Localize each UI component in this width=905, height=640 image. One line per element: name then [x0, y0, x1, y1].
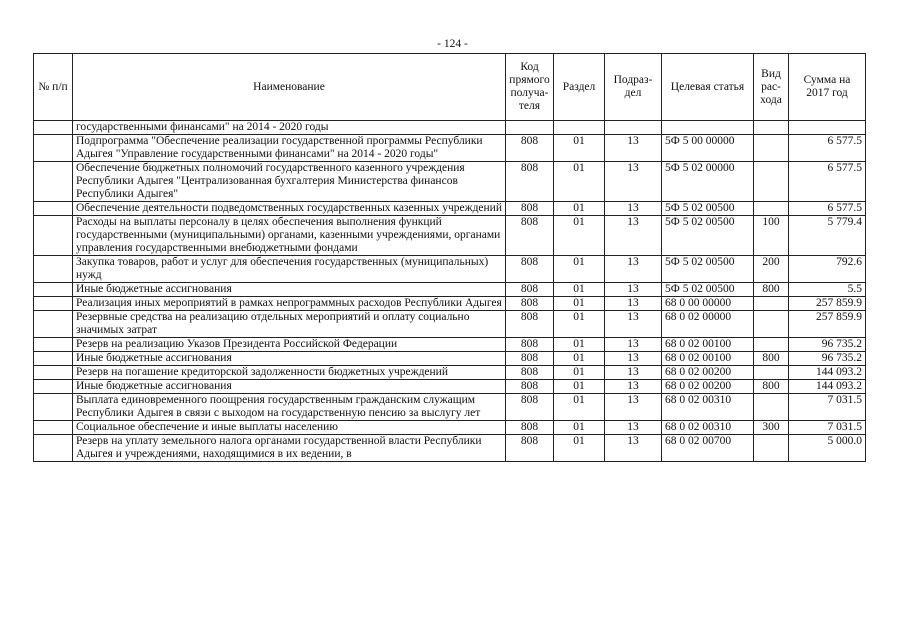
cell-sum: 144 093.2: [789, 380, 866, 394]
cell-code: 808: [506, 435, 554, 462]
table-row: [34, 202, 866, 216]
cell-subsection: 13: [605, 380, 662, 394]
cell-vid: 800: [754, 380, 789, 394]
cell-section: 01: [554, 435, 605, 462]
continuation-row: [34, 121, 866, 135]
cell-num: [34, 352, 73, 366]
table-row: [34, 394, 866, 421]
continuation-text: государственными финансами" на 2014 - 2020 годы: [73, 121, 506, 135]
cell-vid: [754, 121, 789, 135]
table-row: [34, 135, 866, 162]
column-header-vid: Вид рас-хода: [754, 54, 789, 121]
table-row: [34, 216, 866, 256]
table-row: [34, 435, 866, 462]
cell-sum: 5 779.4: [789, 216, 866, 256]
cell-name: Подпрограмма "Обеспечение реализации государственной программы Республики Адыгея "Управление государственными финансами" на 2014 - 2020 годы": [73, 135, 506, 162]
cell-sum: 257 859.9: [789, 297, 866, 311]
cell-name: Иные бюджетные ассигнования: [73, 283, 506, 297]
cell-target: 5Ф 5 02 00500: [662, 283, 754, 297]
cell-sum: 5.5: [789, 283, 866, 297]
cell-code: 808: [506, 338, 554, 352]
cell-code: 808: [506, 216, 554, 256]
cell-target: 5Ф 5 02 00500: [662, 256, 754, 283]
table-row: [34, 283, 866, 297]
cell-vid: [754, 311, 789, 338]
cell-subsection: [605, 121, 662, 135]
cell-subsection: 13: [605, 311, 662, 338]
cell-section: [554, 121, 605, 135]
cell-code: [506, 121, 554, 135]
cell-section: 01: [554, 338, 605, 352]
cell-name: Резерв на реализацию Указов Президента Российской Федерации: [73, 338, 506, 352]
cell-sum: 6 577.5: [789, 202, 866, 216]
cell-num: [34, 311, 73, 338]
cell-sum: 7 031.5: [789, 394, 866, 421]
cell-code: 808: [506, 135, 554, 162]
cell-vid: [754, 202, 789, 216]
cell-num: [34, 380, 73, 394]
table-row: [34, 421, 866, 435]
cell-section: 01: [554, 352, 605, 366]
table-row: [34, 311, 866, 338]
cell-subsection: 13: [605, 338, 662, 352]
table-row: [34, 297, 866, 311]
cell-name: Обеспечение бюджетных полномочий государственного казенного учреждения Республики Адыгея "Централизованная бухгалтерия Министерства финансов Республики Адыгея": [73, 162, 506, 202]
cell-section: 01: [554, 421, 605, 435]
cell-subsection: 13: [605, 256, 662, 283]
cell-num: [34, 283, 73, 297]
table-row: [34, 338, 866, 352]
cell-num: [34, 435, 73, 462]
cell-subsection: 13: [605, 135, 662, 162]
column-header-sum: Сумма на 2017 год: [789, 54, 866, 121]
cell-code: 808: [506, 421, 554, 435]
cell-sum: [789, 121, 866, 135]
cell-name: Расходы на выплаты персоналу в целях обеспечения выполнения функций государственными (муниципальными) органами, казенными учреждениями, органами управления государственными внебюджетными фондами: [73, 216, 506, 256]
page-number: - 124 -: [437, 38, 468, 50]
cell-subsection: 13: [605, 421, 662, 435]
cell-sum: 6 577.5: [789, 162, 866, 202]
cell-num: [34, 297, 73, 311]
cell-subsection: 13: [605, 352, 662, 366]
cell-vid: 800: [754, 352, 789, 366]
cell-vid: [754, 297, 789, 311]
cell-name: Закупка товаров, работ и услуг для обеспечения государственных (муниципальных) нужд: [73, 256, 506, 283]
column-header-num: № п/п: [34, 54, 73, 121]
cell-sum: 7 031.5: [789, 421, 866, 435]
cell-target: 68 0 00 00000: [662, 297, 754, 311]
cell-subsection: 13: [605, 162, 662, 202]
cell-name: Выплата единовременного поощрения государственным гражданским служащим Республики Адыгея в связи с выходом на государственную пенсию за выслугу лет: [73, 394, 506, 421]
cell-name: Иные бюджетные ассигнования: [73, 380, 506, 394]
cell-sum: 257 859.9: [789, 311, 866, 338]
cell-section: 01: [554, 162, 605, 202]
table-row: [34, 256, 866, 283]
cell-target: 68 0 02 00700: [662, 435, 754, 462]
table-header-row: [34, 54, 866, 121]
cell-code: 808: [506, 256, 554, 283]
cell-code: 808: [506, 297, 554, 311]
cell-vid: [754, 135, 789, 162]
cell-vid: 300: [754, 421, 789, 435]
cell-vid: [754, 338, 789, 352]
cell-section: 01: [554, 380, 605, 394]
cell-num: [34, 202, 73, 216]
cell-sum: 6 577.5: [789, 135, 866, 162]
cell-section: 01: [554, 216, 605, 256]
cell-target: 68 0 02 00100: [662, 352, 754, 366]
cell-sum: 144 093.2: [789, 366, 866, 380]
column-header-code: Код прямого получа-теля: [506, 54, 554, 121]
cell-name: Резерв на уплату земельного налога органами государственной власти Республики Адыгея и учреждениями, находящимися в их ведении, в: [73, 435, 506, 462]
cell-code: 808: [506, 352, 554, 366]
cell-name: Иные бюджетные ассигнования: [73, 352, 506, 366]
column-header-target: Целевая статья: [662, 54, 754, 121]
cell-vid: 800: [754, 283, 789, 297]
cell-code: 808: [506, 162, 554, 202]
cell-name: Обеспечение деятельности подведомственных государственных казенных учреждений: [73, 202, 506, 216]
cell-section: 01: [554, 283, 605, 297]
cell-target: 68 0 02 00200: [662, 366, 754, 380]
cell-section: 01: [554, 135, 605, 162]
cell-target: 68 0 02 00310: [662, 394, 754, 421]
cell-target: 68 0 02 00000: [662, 311, 754, 338]
cell-num: [34, 366, 73, 380]
cell-subsection: 13: [605, 297, 662, 311]
cell-target: 5Ф 5 00 00000: [662, 135, 754, 162]
cell-sum: 5 000.0: [789, 435, 866, 462]
cell-code: 808: [506, 311, 554, 338]
cell-target: 68 0 02 00310: [662, 421, 754, 435]
table-row: [34, 380, 866, 394]
cell-name: Резерв на погашение кредиторской задолженности бюджетных учреждений: [73, 366, 506, 380]
cell-num: [34, 394, 73, 421]
cell-sum: 792.6: [789, 256, 866, 283]
cell-section: 01: [554, 256, 605, 283]
cell-num: [34, 338, 73, 352]
cell-sum: 96 735.2: [789, 352, 866, 366]
cell-target: 68 0 02 00100: [662, 338, 754, 352]
cell-target: 68 0 02 00200: [662, 380, 754, 394]
cell-subsection: 13: [605, 394, 662, 421]
cell-vid: 200: [754, 256, 789, 283]
cell-num: [34, 256, 73, 283]
cell-vid: [754, 366, 789, 380]
cell-code: 808: [506, 394, 554, 421]
cell-subsection: 13: [605, 366, 662, 380]
cell-num: [34, 121, 73, 135]
cell-target: [662, 121, 754, 135]
budget-table: [33, 53, 866, 462]
cell-subsection: 13: [605, 435, 662, 462]
cell-num: [34, 135, 73, 162]
cell-vid: [754, 394, 789, 421]
cell-code: 808: [506, 202, 554, 216]
cell-code: 808: [506, 283, 554, 297]
cell-num: [34, 421, 73, 435]
cell-section: 01: [554, 394, 605, 421]
cell-subsection: 13: [605, 216, 662, 256]
column-header-subsection: Подраз-дел: [605, 54, 662, 121]
cell-name: Резервные средства на реализацию отдельных мероприятий и оплату социально значимых затрат: [73, 311, 506, 338]
cell-vid: [754, 435, 789, 462]
cell-section: 01: [554, 311, 605, 338]
cell-target: 5Ф 5 02 00500: [662, 216, 754, 256]
cell-target: 5Ф 5 02 00000: [662, 162, 754, 202]
cell-name: Реализация иных мероприятий в рамках непрограммных расходов Республики Адыгея: [73, 297, 506, 311]
table-row: [34, 352, 866, 366]
cell-target: 5Ф 5 02 00500: [662, 202, 754, 216]
cell-num: [34, 216, 73, 256]
cell-code: 808: [506, 366, 554, 380]
cell-vid: 100: [754, 216, 789, 256]
cell-name: Социальное обеспечение и иные выплаты населению: [73, 421, 506, 435]
cell-sum: 96 735.2: [789, 338, 866, 352]
column-header-name: Наименование: [73, 54, 506, 121]
table-row: [34, 162, 866, 202]
column-header-section: Раздел: [554, 54, 605, 121]
cell-code: 808: [506, 380, 554, 394]
cell-section: 01: [554, 202, 605, 216]
cell-section: 01: [554, 297, 605, 311]
cell-subsection: 13: [605, 202, 662, 216]
table-row: [34, 366, 866, 380]
cell-num: [34, 162, 73, 202]
cell-section: 01: [554, 366, 605, 380]
cell-subsection: 13: [605, 283, 662, 297]
cell-vid: [754, 162, 789, 202]
